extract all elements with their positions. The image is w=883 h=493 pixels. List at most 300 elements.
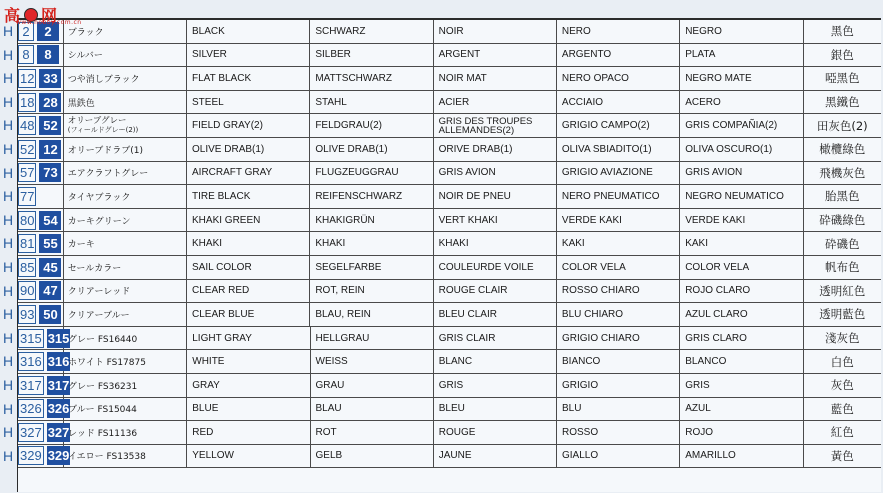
german-name: GELB bbox=[315, 450, 343, 462]
french-name-cell bbox=[434, 185, 557, 208]
english-name: FLAT BLACK bbox=[192, 72, 252, 84]
japanese-name: ホワイト FS17875 bbox=[68, 358, 146, 369]
german-name: REIFENSCHWARZ bbox=[315, 190, 403, 202]
german-name: KHAKIGRÜN bbox=[315, 214, 375, 226]
french-name-cell bbox=[434, 327, 557, 350]
codes-cell bbox=[18, 421, 70, 444]
table-row bbox=[18, 303, 881, 327]
logo-text-2: 网 bbox=[41, 5, 59, 25]
english-name-cell bbox=[187, 303, 310, 326]
japanese-name: シルバー bbox=[67, 51, 103, 62]
german-name-cell bbox=[310, 209, 433, 232]
english-name-cell bbox=[187, 445, 310, 468]
japanese-name: クリアーレッド bbox=[67, 287, 131, 298]
color-code-badge: 73 bbox=[39, 163, 61, 182]
french-name: GRIS AVION bbox=[438, 167, 496, 179]
spanish-name-cell bbox=[680, 44, 803, 67]
color-code-badge: 55 bbox=[39, 234, 61, 253]
chinese-name-cell bbox=[804, 445, 882, 468]
h-code-number: 85 bbox=[20, 259, 35, 275]
spanish-name: ACERO bbox=[685, 96, 721, 108]
codes-cell bbox=[18, 350, 70, 373]
chinese-name-cell bbox=[804, 185, 882, 208]
german-name-cell bbox=[311, 327, 434, 350]
chinese-name: 透明藍色 bbox=[819, 307, 866, 322]
chinese-name-cell bbox=[804, 374, 882, 397]
italian-name-cell bbox=[557, 232, 680, 255]
japanese-name-cell bbox=[64, 374, 187, 397]
german-name: FLUGZEUGGRAU bbox=[315, 167, 399, 179]
french-name-cell bbox=[434, 421, 557, 444]
codes-cell bbox=[18, 162, 64, 185]
codes-cell bbox=[18, 232, 64, 255]
english-name-cell bbox=[187, 138, 310, 161]
chinese-name: 砕磯色 bbox=[825, 236, 860, 251]
english-name: CLEAR BLUE bbox=[192, 308, 255, 320]
spanish-name: PLATA bbox=[685, 49, 716, 61]
italian-name-cell bbox=[557, 445, 680, 468]
english-name-cell bbox=[187, 67, 310, 90]
italian-name-cell bbox=[557, 303, 680, 326]
french-name: GRIS CLAIR bbox=[438, 332, 496, 344]
table-row bbox=[18, 67, 881, 91]
italian-name-cell bbox=[557, 138, 680, 161]
italian-name-cell bbox=[557, 67, 680, 90]
english-name: YELLOW bbox=[192, 450, 234, 462]
english-name-cell bbox=[187, 185, 310, 208]
english-name: GRAY bbox=[192, 379, 220, 391]
japanese-name-cell bbox=[64, 91, 187, 114]
spanish-name-cell bbox=[680, 421, 803, 444]
codes-cell bbox=[18, 209, 64, 232]
english-name-cell bbox=[187, 256, 310, 279]
table-row bbox=[18, 256, 881, 280]
japanese-name: イエロー FS13538 bbox=[68, 452, 146, 463]
h-code-number: 93 bbox=[20, 306, 35, 322]
italian-name-cell bbox=[557, 327, 680, 350]
chinese-name: 藍色 bbox=[830, 401, 854, 416]
spanish-name-cell bbox=[680, 20, 803, 43]
japanese-name: つや消しブラック bbox=[67, 74, 140, 85]
color-code-badge: 327 bbox=[47, 424, 70, 440]
german-name-cell bbox=[310, 256, 433, 279]
spanish-name: AMARILLO bbox=[685, 450, 736, 462]
italian-name-cell bbox=[557, 256, 680, 279]
english-name-cell bbox=[187, 350, 310, 373]
german-name: GRAU bbox=[315, 379, 345, 391]
italian-name-cell bbox=[557, 44, 680, 67]
italian-name: ARGENTO bbox=[561, 49, 612, 61]
chinese-name-cell bbox=[804, 162, 882, 185]
h-code-number: 327 bbox=[20, 424, 42, 440]
french-name: JAUNE bbox=[438, 450, 472, 462]
french-name: NOIR bbox=[438, 25, 464, 37]
english-name: RED bbox=[192, 426, 214, 438]
chinese-name: 田灰色(2) bbox=[816, 118, 868, 133]
german-name-cell bbox=[310, 20, 433, 43]
french-name-cell bbox=[434, 138, 557, 161]
paint-color-table bbox=[17, 18, 881, 492]
french-name-cell bbox=[434, 67, 557, 90]
japanese-name: レッド FS11136 bbox=[68, 428, 138, 439]
color-code-badge: 316 bbox=[47, 354, 70, 370]
french-name-cell bbox=[434, 114, 557, 137]
italian-name-cell bbox=[557, 20, 680, 43]
french-name-cell bbox=[434, 20, 557, 43]
color-code-badge: 33 bbox=[39, 69, 61, 88]
spanish-name: GRIS bbox=[685, 379, 710, 391]
spanish-name: BLANCO bbox=[685, 356, 727, 368]
french-name-cell bbox=[434, 209, 557, 232]
french-name-cell bbox=[434, 44, 557, 67]
german-name: MATTSCHWARZ bbox=[315, 72, 392, 84]
h-code-number: 315 bbox=[20, 330, 42, 346]
italian-name: GIALLO bbox=[562, 450, 599, 462]
german-name: OLIVE DRAB(1) bbox=[315, 143, 388, 155]
french-name-cell bbox=[434, 303, 557, 326]
japanese-name: カーキグリーン bbox=[67, 216, 131, 227]
french-name: GRIS DES TROUPES ALLEMANDES(2) bbox=[438, 115, 533, 136]
h-code-number: 90 bbox=[20, 283, 35, 299]
chinese-name-cell bbox=[804, 398, 882, 421]
japanese-name-cell bbox=[64, 280, 187, 303]
spanish-name-cell bbox=[680, 350, 803, 373]
spanish-name-cell bbox=[680, 398, 803, 421]
table-row bbox=[18, 327, 881, 351]
italian-name: GRIGIO bbox=[562, 379, 599, 391]
english-name-cell bbox=[187, 114, 310, 137]
german-name: BLAU, REIN bbox=[315, 308, 371, 320]
spanish-name-cell bbox=[680, 232, 803, 255]
codes-cell bbox=[18, 303, 64, 326]
logo-url: www.hobby.com.cn bbox=[16, 19, 82, 26]
table-row bbox=[18, 398, 881, 422]
japanese-name-cell bbox=[64, 256, 187, 279]
italian-name-cell bbox=[557, 350, 680, 373]
italian-name-cell bbox=[557, 185, 680, 208]
german-name-cell bbox=[311, 398, 434, 421]
italian-name: COLOR VELA bbox=[561, 261, 626, 273]
chinese-name-cell bbox=[804, 232, 882, 255]
japanese-name: オリーブグレー bbox=[67, 115, 127, 126]
french-name: ARGENT bbox=[438, 49, 481, 61]
german-name: STAHL bbox=[315, 96, 347, 108]
german-name: SCHWARZ bbox=[315, 25, 366, 37]
italian-name: GRIGIO CHIARO bbox=[562, 332, 640, 344]
japanese-name: 黒鉄色 bbox=[67, 98, 95, 109]
h-code-number: 8 bbox=[18, 45, 34, 64]
spanish-name-cell bbox=[680, 280, 803, 303]
japanese-name-cell bbox=[64, 232, 187, 255]
japanese-name: グレー FS16440 bbox=[68, 334, 138, 345]
codes-cell bbox=[18, 67, 64, 90]
spanish-name-cell bbox=[680, 327, 803, 350]
table-row bbox=[18, 374, 881, 398]
chinese-name-cell bbox=[804, 421, 882, 444]
french-name-cell bbox=[434, 280, 557, 303]
color-code-badge: 329 bbox=[47, 448, 70, 464]
french-name: NOIR DE PNEU bbox=[438, 190, 511, 202]
h-prefix-letter: H bbox=[3, 93, 14, 110]
german-name-cell bbox=[311, 374, 434, 397]
table-row bbox=[18, 138, 881, 162]
spanish-name-cell bbox=[680, 209, 803, 232]
spanish-name: OLIVA OSCURO(1) bbox=[685, 143, 773, 155]
english-name-cell bbox=[187, 421, 310, 444]
h-code-number: 317 bbox=[20, 377, 42, 393]
english-name-cell bbox=[187, 280, 310, 303]
chinese-name: 透明紅色 bbox=[819, 283, 866, 298]
spanish-name: NEGRO bbox=[685, 25, 722, 37]
japanese-name: オリーブドラブ(1) bbox=[67, 145, 144, 156]
h-prefix-letter: H bbox=[3, 188, 14, 205]
spanish-name-cell bbox=[680, 374, 803, 397]
french-name-cell bbox=[434, 162, 557, 185]
color-code-badge: 52 bbox=[39, 116, 61, 135]
english-name-cell bbox=[187, 20, 310, 43]
spanish-name-cell bbox=[680, 303, 803, 326]
color-code-badge: 12 bbox=[39, 140, 61, 159]
italian-name: ROSSO CHIARO bbox=[561, 285, 640, 297]
english-name: AIRCRAFT GRAY bbox=[192, 167, 273, 179]
color-code-badge: 47 bbox=[39, 281, 61, 300]
german-name-cell bbox=[310, 44, 433, 67]
chinese-name-cell bbox=[804, 114, 882, 137]
chinese-name: 飛機灰色 bbox=[819, 165, 866, 180]
spanish-name: GRIS CLARO bbox=[685, 332, 747, 344]
table-row bbox=[18, 114, 881, 138]
spanish-name: GRIS COMPAÑIA(2) bbox=[685, 120, 778, 132]
chinese-name: 白色 bbox=[830, 354, 854, 369]
french-name-cell bbox=[434, 232, 557, 255]
h-prefix-letter: H bbox=[3, 211, 14, 228]
spanish-name: AZUL CLARO bbox=[685, 308, 748, 320]
german-name: ROT bbox=[315, 426, 337, 438]
italian-name: BLU CHIARO bbox=[561, 308, 624, 320]
english-name-cell bbox=[187, 398, 310, 421]
spanish-name: ROJO bbox=[685, 426, 714, 438]
table-row bbox=[18, 20, 881, 44]
german-name-cell bbox=[310, 114, 433, 137]
chinese-name-cell bbox=[804, 91, 882, 114]
german-name-cell bbox=[311, 421, 434, 444]
english-name: FIELD GRAY(2) bbox=[192, 120, 263, 132]
table-row bbox=[18, 421, 881, 445]
color-code-badge: 315 bbox=[47, 330, 70, 346]
chinese-name-cell bbox=[804, 303, 882, 326]
german-name: ROT, REIN bbox=[315, 285, 365, 297]
english-name: KHAKI bbox=[192, 238, 223, 250]
color-code-badge: 2 bbox=[37, 22, 59, 41]
chinese-name-cell bbox=[804, 209, 882, 232]
german-name-cell bbox=[310, 91, 433, 114]
h-code-number: 18 bbox=[20, 94, 35, 110]
italian-name: GRIGIO CAMPO(2) bbox=[561, 120, 650, 132]
italian-name: ROSSO bbox=[562, 426, 599, 438]
codes-cell bbox=[18, 398, 70, 421]
chinese-name-cell bbox=[804, 350, 882, 373]
french-name: ROUGE bbox=[438, 426, 476, 438]
chinese-name: 砕磯綠色 bbox=[819, 213, 866, 228]
italian-name-cell bbox=[557, 114, 680, 137]
french-name: GRIS bbox=[438, 379, 464, 391]
spanish-name: KAKI bbox=[685, 238, 708, 250]
english-name: LIGHT GRAY bbox=[192, 332, 252, 344]
french-name-cell bbox=[434, 374, 557, 397]
table-row bbox=[18, 185, 881, 209]
codes-cell bbox=[18, 327, 70, 350]
italian-name: KAKI bbox=[561, 238, 585, 250]
h-prefix-letter: H bbox=[3, 329, 14, 346]
chinese-name: 銀色 bbox=[830, 47, 854, 62]
h-code-number: 12 bbox=[20, 70, 35, 86]
japanese-name-cell bbox=[64, 303, 187, 326]
color-code-badge: 45 bbox=[39, 258, 61, 277]
french-name-cell bbox=[434, 445, 557, 468]
chinese-name-cell bbox=[804, 280, 882, 303]
spanish-name-cell bbox=[680, 91, 803, 114]
chinese-name-cell bbox=[804, 138, 882, 161]
french-name-cell bbox=[434, 350, 557, 373]
h-code-number: 77 bbox=[20, 188, 35, 204]
french-name: ROUGE CLAIR bbox=[438, 285, 508, 297]
spanish-name-cell bbox=[680, 162, 803, 185]
h-code-number: 2 bbox=[18, 22, 34, 41]
german-name: WEISS bbox=[315, 356, 348, 368]
spanish-name: NEGRO NEUMATICO bbox=[685, 190, 784, 202]
japanese-name-cell bbox=[64, 114, 187, 137]
german-name: BLAU bbox=[315, 403, 342, 415]
chinese-name-cell bbox=[804, 67, 882, 90]
h-code-number: 326 bbox=[20, 401, 42, 417]
h-prefix-letter: H bbox=[3, 282, 14, 299]
french-name: VERT KHAKI bbox=[438, 214, 498, 226]
h-prefix-letter: H bbox=[3, 377, 14, 393]
english-name-cell bbox=[187, 44, 310, 67]
english-name-cell bbox=[187, 91, 310, 114]
japanese-name-cell bbox=[64, 138, 187, 161]
german-name-cell bbox=[310, 232, 433, 255]
german-name: FELDGRAU(2) bbox=[315, 120, 382, 132]
french-name: ORIVE DRAB(1) bbox=[438, 143, 513, 155]
italian-name: BLU bbox=[562, 403, 582, 415]
german-name-cell bbox=[310, 303, 433, 326]
color-code-badge: 326 bbox=[47, 401, 70, 417]
italian-name-cell bbox=[557, 91, 680, 114]
color-code-badge: 317 bbox=[47, 377, 70, 393]
english-name: BLUE bbox=[192, 403, 219, 415]
site-logo[interactable] bbox=[4, 2, 82, 28]
japanese-name-cell bbox=[64, 445, 187, 468]
table-row bbox=[18, 209, 881, 233]
japanese-name: グレー FS36231 bbox=[68, 381, 138, 392]
italian-name: GRIGIO AVIAZIONE bbox=[561, 167, 653, 179]
japanese-name: カーキ bbox=[67, 240, 95, 251]
french-name-cell bbox=[434, 256, 557, 279]
italian-name: NERO OPACO bbox=[561, 72, 629, 84]
h-prefix-letter: H bbox=[3, 447, 14, 464]
h-prefix-letter: H bbox=[3, 353, 14, 370]
chinese-name: 啞黑色 bbox=[825, 71, 860, 86]
japanese-name-cell bbox=[64, 209, 187, 232]
french-name: COULEURDE VOILE bbox=[438, 261, 534, 273]
h-prefix-letter: H bbox=[3, 23, 14, 39]
codes-cell bbox=[18, 256, 64, 279]
chinese-name: 灰色 bbox=[830, 378, 854, 393]
french-name-cell bbox=[434, 91, 557, 114]
japanese-name-cell bbox=[64, 185, 187, 208]
french-name: BLEU bbox=[438, 403, 465, 415]
german-name: SEGELFARBE bbox=[315, 261, 382, 273]
japanese-name: エアクラフトグレー bbox=[67, 169, 149, 180]
chinese-name: 黃色 bbox=[830, 448, 854, 463]
table-row bbox=[18, 350, 881, 374]
italian-name-cell bbox=[557, 374, 680, 397]
table-row bbox=[18, 280, 881, 304]
german-name: HELLGRAU bbox=[315, 332, 370, 344]
japanese-name-cell bbox=[64, 67, 187, 90]
logo-text: 高 bbox=[4, 5, 22, 25]
german-name-cell bbox=[310, 138, 433, 161]
h-code-number: 329 bbox=[20, 448, 42, 464]
table-row bbox=[18, 232, 881, 256]
english-name: STEEL bbox=[192, 96, 224, 108]
japanese-name-cell bbox=[64, 327, 187, 350]
english-name-cell bbox=[187, 232, 310, 255]
h-prefix-letter: H bbox=[3, 424, 14, 441]
italian-name-cell bbox=[557, 421, 680, 444]
japanese-name-sub: (フィールドグレー(2)) bbox=[67, 125, 139, 134]
h-prefix-letter: H bbox=[3, 400, 14, 417]
italian-name: OLIVA SBIADITO(1) bbox=[561, 143, 652, 155]
french-name: NOIR MAT bbox=[438, 72, 487, 84]
english-name: CLEAR RED bbox=[192, 285, 250, 297]
spanish-name: VERDE KAKI bbox=[685, 214, 746, 226]
h-code-number: 80 bbox=[20, 212, 35, 228]
japanese-name-cell bbox=[64, 20, 187, 43]
h-prefix-letter: H bbox=[3, 70, 14, 87]
codes-cell bbox=[18, 138, 64, 161]
japanese-name-cell bbox=[64, 421, 187, 444]
h-code-number: 316 bbox=[20, 354, 42, 370]
chinese-name: 黑色 bbox=[830, 24, 854, 39]
japanese-name-cell bbox=[64, 350, 187, 373]
h-code-number: 81 bbox=[20, 236, 35, 252]
color-code-badge: 8 bbox=[37, 45, 59, 64]
codes-cell bbox=[18, 445, 70, 468]
english-name-cell bbox=[187, 374, 310, 397]
codes-cell bbox=[18, 374, 70, 397]
codes-cell bbox=[18, 280, 64, 303]
chinese-name-cell bbox=[804, 20, 882, 43]
japanese-name-cell bbox=[64, 398, 187, 421]
english-name: OLIVE DRAB(1) bbox=[192, 143, 265, 155]
german-name-cell bbox=[310, 162, 433, 185]
table-row bbox=[18, 445, 881, 469]
french-name: BLEU CLAIR bbox=[438, 308, 497, 320]
h-code-number: 48 bbox=[20, 118, 35, 134]
english-name: KHAKI GREEN bbox=[192, 214, 261, 226]
french-name-cell bbox=[434, 398, 557, 421]
spanish-name-cell bbox=[680, 138, 803, 161]
table-row bbox=[18, 91, 881, 115]
h-prefix-letter: H bbox=[3, 259, 14, 275]
german-name-cell bbox=[311, 350, 434, 373]
color-code-badge: 54 bbox=[39, 211, 61, 230]
english-name: TIRE BLACK bbox=[192, 190, 251, 202]
h-code-number: 52 bbox=[20, 141, 35, 157]
h-prefix-letter: H bbox=[3, 235, 14, 252]
